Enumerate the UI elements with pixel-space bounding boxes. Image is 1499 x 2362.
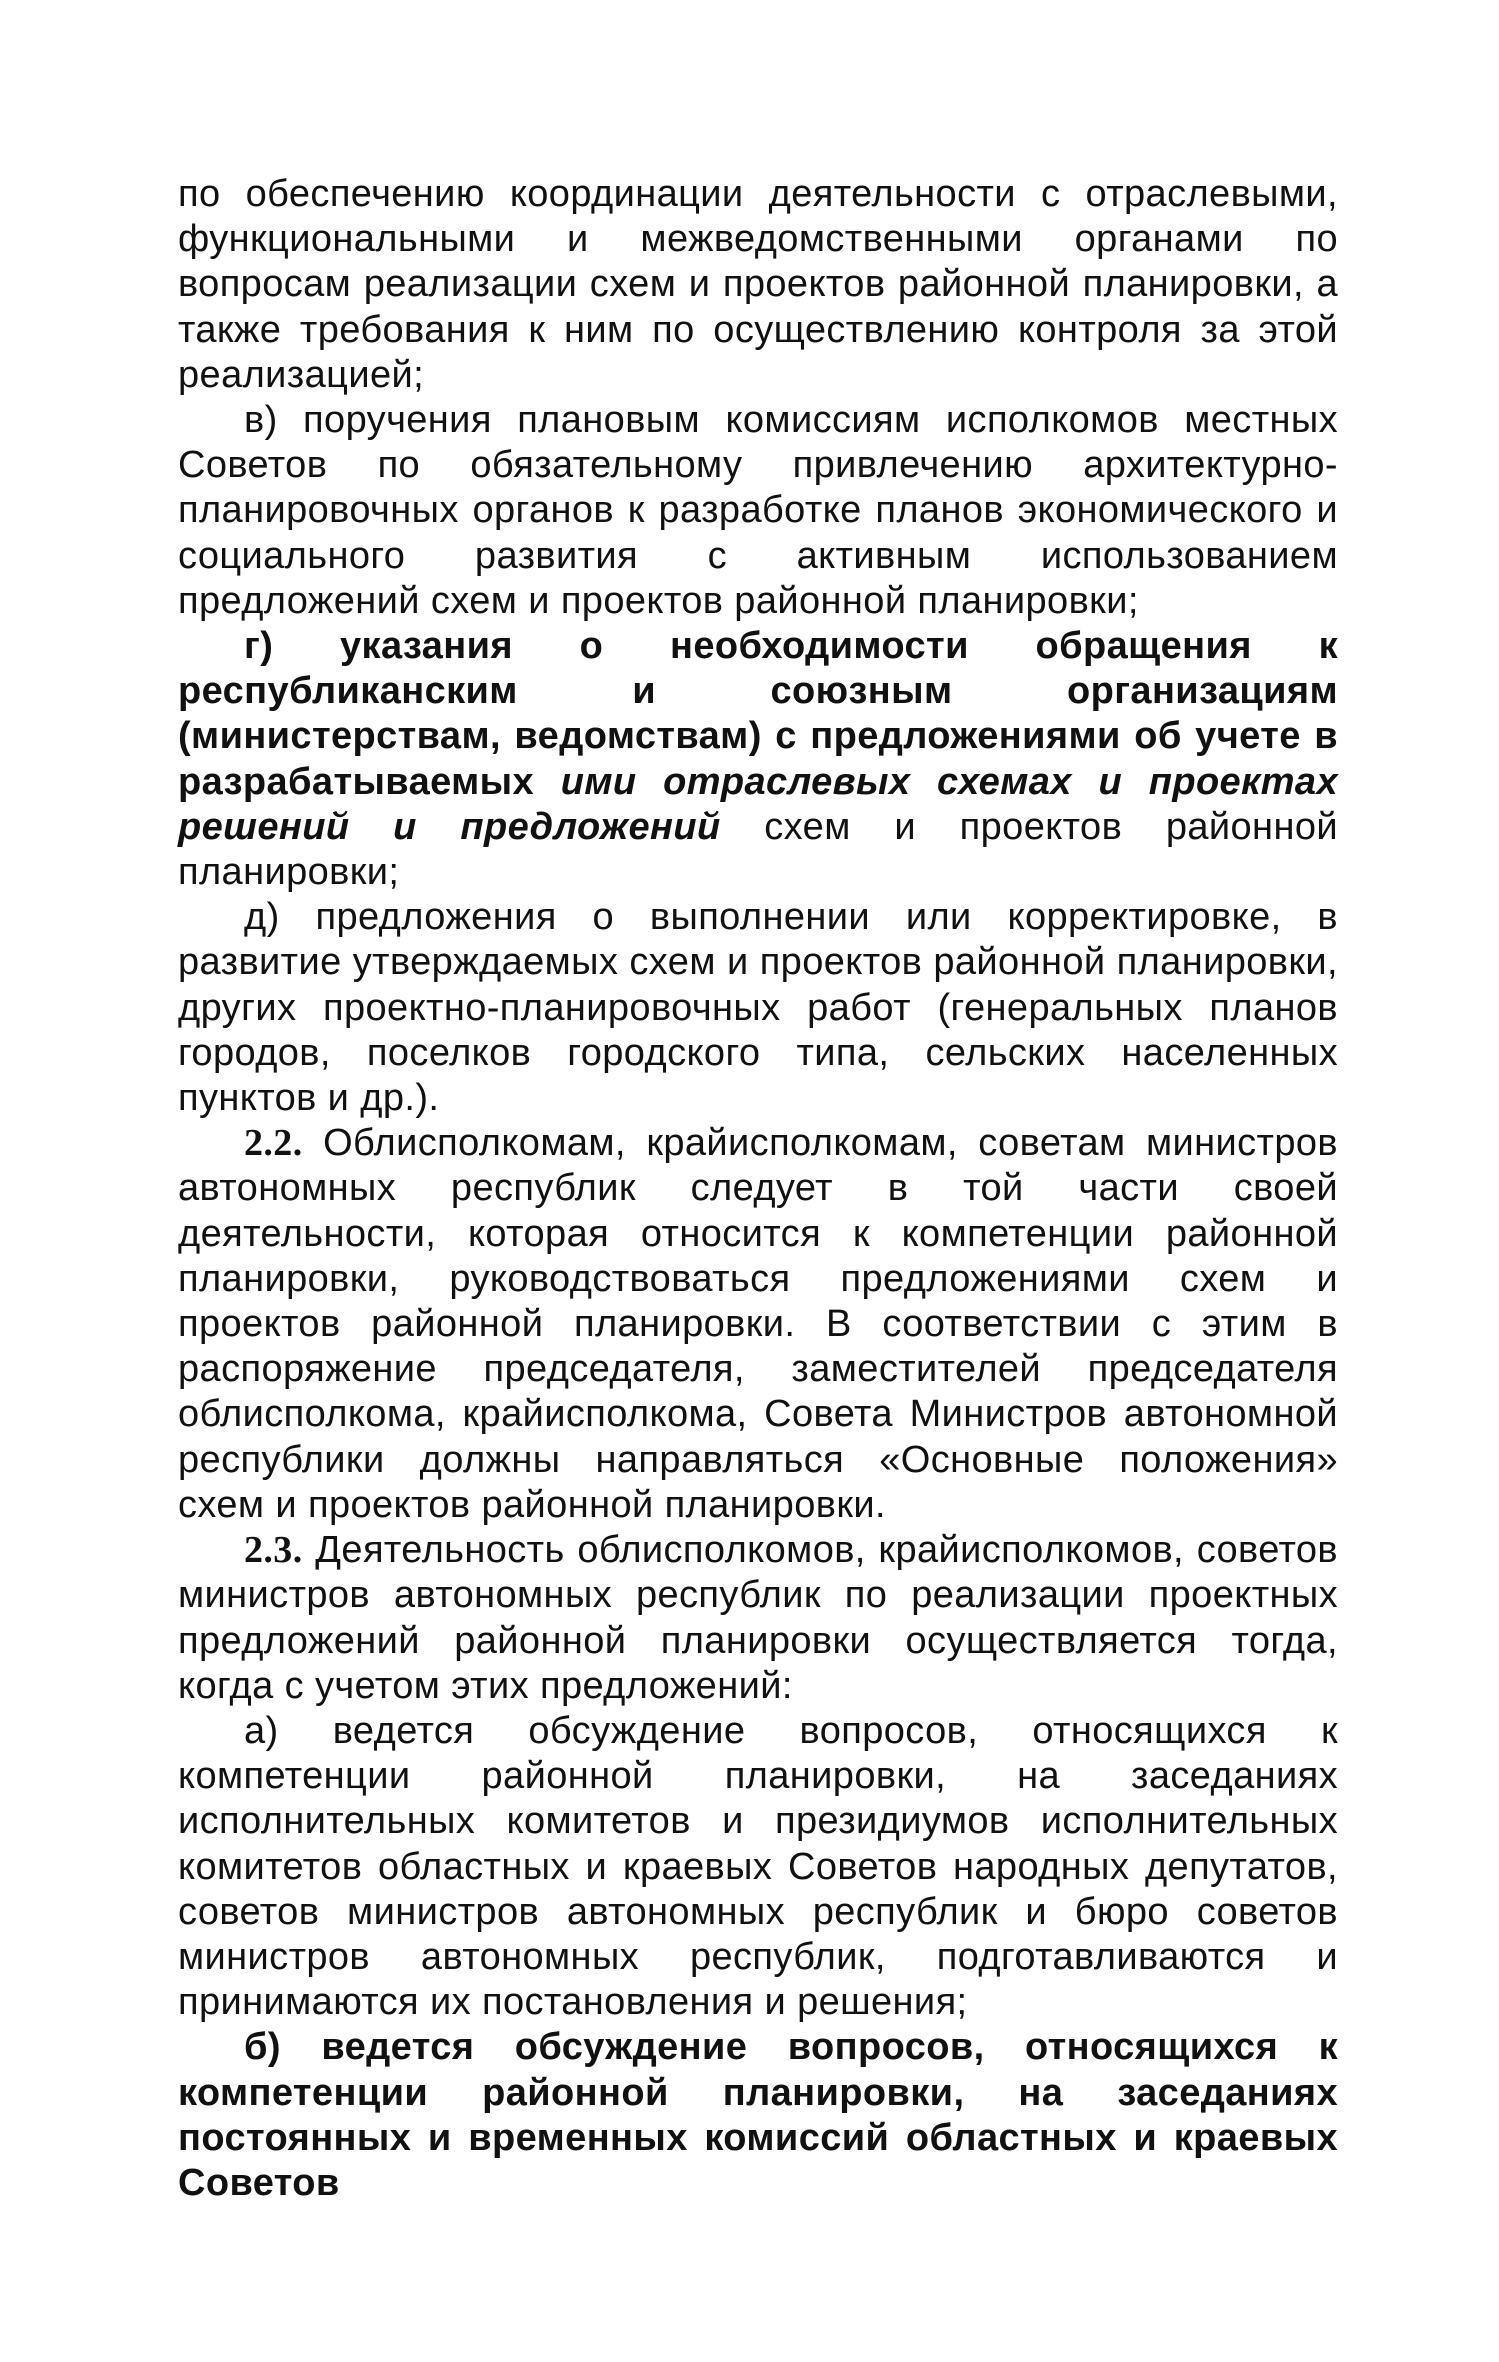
paragraph-item-g-italic-text: ими отраслевых схемах и проектах решений и предложений (178, 760, 1339, 848)
paragraph-section-2-2 (178, 1121, 1338, 1528)
section-number-2-2: 2.2. (244, 1122, 303, 1165)
section-2-2-text: Облисполкомам, крайисполкомам, советам министров автономных республик следует в той части своей деятельности, которая относится к компетенции районной планировки, руководствоваться предложениями схем и проектов районной планировки. В соответствии с этим в распоряжение председателя, заместителей председателя облисполкома, крайисполкома, Совета Министров автономной республики должны направляться «Основные положения» схем и проектов районной планировки. (178, 1122, 1339, 1526)
paragraph-continuation: по обеспечению координации деятельности с отраслевыми, функциональными и межведомственными органами по вопросам реализации схем и проектов районной планировки, а также требования к ним по осуществлению контроля за этой реализацией; (178, 173, 1338, 396)
paragraph-item-d: д) предложения о выполнении или корректировке, в развитие утверждаемых схем и проектов районной планировки, других проектно-планировочных работ (генеральных планов городов, поселков городского типа, сельских населенных пунктов и др.). (178, 896, 1338, 1120)
paragraph-item-g (178, 624, 1338, 895)
document-page (178, 172, 1338, 2206)
paragraph-item-g-text-a: г) указания о необходимости обращения к республиканским и союзным организациям (министерствам, ведомствам) с предложениями об учете в разрабатываемых (178, 625, 1338, 803)
paragraph-section-2-3 (178, 1528, 1338, 1709)
paragraph-item-v: в) поручения плановым комиссиям исполкомов местных Советов по обязательному привлечению архитектурно-планировочных органов к разработке планов экономического и социального развития с активным использованием предложений схем и проектов районной планировки; (178, 399, 1338, 622)
section-2-3-text: Деятельность облисполкомов, крайисполкомов, советов министров автономных республик по реализации проектных предложений районной планировки осуществляется тогда, когда с учетом этих предложений: (178, 1529, 1338, 1707)
paragraph-item-a: а) ведется обсуждение вопросов, относящихся к компетенции районной планировки, на заседаниях исполнительных комитетов и президиумов исполнительных комитетов областных и краевых Советов народных депутатов, советов министров автономных республик и бюро советов министров автономных республик, подготавливаются и принимаются их постановления и решения; (178, 1709, 1338, 2024)
paragraph-item-b: б) ведется обсуждение вопросов, относящихся к компетенции районной планировки, на заседаниях постоянных и временных комиссий областных и краевых Советов (178, 2026, 1338, 2204)
section-number-2-3: 2.3. (244, 1529, 303, 1572)
paragraph-item-g-text-c: схем и проектов районной планировки; (178, 805, 1338, 894)
